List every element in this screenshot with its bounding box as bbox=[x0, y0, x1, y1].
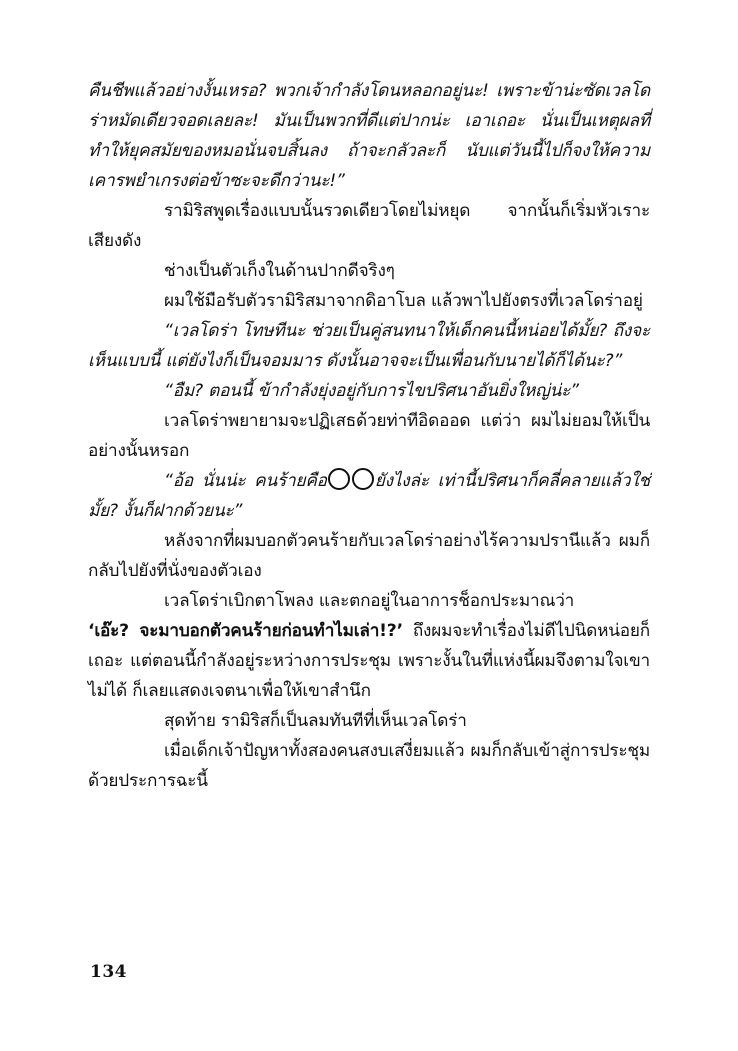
paragraph: ผมใช้มือรับตัวรามิริสมาจากดิอาโบล แล้วพาไปยังตรงที่เวลโดร่าอยู่ bbox=[164, 291, 643, 311]
paragraph-text: ถึงผมจะทำเรื่องไม่ดีไปนิดหน่อยก็เถอะ แต่ตอนนี้กำลังอยู่ระหว่างการประชุม เพราะงั้นในที่แห่งนี้ผมจึงตามใจเขาไม่ได้ ก็เลยแสดงเจตนาเพื่อให้เขาสำนึก bbox=[88, 621, 651, 701]
paragraph: หลังจากที่ผมบอกตัวคนร้ายกับเวลโดร่าอย่างไร้ความปรานีแล้ว ผมก็กลับไปยังที่นั่งของตัวเอง bbox=[88, 531, 650, 581]
paragraph-dialogue: “อืม? ตอนนี้ ข้ากำลังยุ่งอยู่กับการไขปริศนาอันยิ่งใหญ่น่ะ” bbox=[164, 381, 579, 401]
circle-mark-icon bbox=[352, 468, 374, 490]
paragraph: เมื่อเด็กเจ้าปัญหาทั้งสองคนสงบเสงี่ยมแล้ว ผมก็กลับเข้าสู่การประชุมด้วยประการฉะนี้ bbox=[88, 741, 650, 791]
page-number: 134 bbox=[90, 962, 127, 982]
paragraph: ช่างเป็นตัวเก็งในด้านปากดีจริงๆ bbox=[164, 261, 395, 281]
paragraph: เวลโดร่าพยายามจะปฏิเสธด้วยท่าทีอิดออด แต่ว่า ผมไม่ยอมให้เป็นอย่างนั้นหรอก bbox=[88, 411, 650, 461]
dialogue-text: “อ้อ นั่นน่ะ คนร้ายคือ bbox=[164, 471, 327, 491]
bold-quote: ‘เอ๊ะ? จะมาบอกตัวคนร้ายก่อนทำไมเล่า!?’ bbox=[88, 621, 403, 641]
dialogue-text: ยังไงล่ะ เท่านี้ปริศนาก็คลี่คลายแล้วใช่มั้ย? งั้นก็ฝากด้วยนะ” bbox=[88, 471, 650, 521]
circle-mark-icon bbox=[328, 468, 350, 490]
paragraph-dialogue: “เวลโดร่า โทษทีนะ ช่วยเป็นคู่สนทนาให้เด็กคนนี้หน่อยได้มั้ย? ถึงจะเห็นแบบนี้ แต่ยังไงก็เป็นจอมมาร ดังนั้นอาจจะเป็นเพื่อนกับนายได้ก็ได้นะ?” bbox=[88, 321, 650, 371]
paragraph: สุดท้าย รามิริสก็เป็นลมทันทีที่เห็นเวลโดร่า bbox=[164, 711, 467, 731]
paragraph-dialogue: คืนชีพแล้วอย่างงั้นเหรอ? พวกเจ้ากำลังโดนหลอกอยู่นะ! เพราะข้าน่ะซัดเวลโดร่าหมัดเดียวจอดเลยละ! มันเป็นพวกที่ดีแต่ปากน่ะ เอาเถอะ นั่นเป็นเหตุผลที่ทำให้ยุคสมัยของหมอนั่นจบสิ้นลง ถ้าจะกลัวละก็ นับแต่วันนี้ไปก็จงให้ความเคารพยำเกรงต่อข้าซะจะดีกว่านะ!” bbox=[88, 81, 650, 191]
paragraph: รามิริสพูดเรื่องแบบนั้นรวดเดียวโดยไม่หยุด จากนั้นก็เริ่มหัวเราะเสียงดัง bbox=[88, 201, 650, 251]
body-text bbox=[88, 76, 650, 796]
paragraph bbox=[88, 586, 650, 706]
paragraph-text: เวลโดร่าเบิกตาโพลง และตกอยู่ในอาการช็อกประมาณว่า bbox=[164, 591, 575, 611]
paragraph-dialogue bbox=[88, 466, 650, 526]
